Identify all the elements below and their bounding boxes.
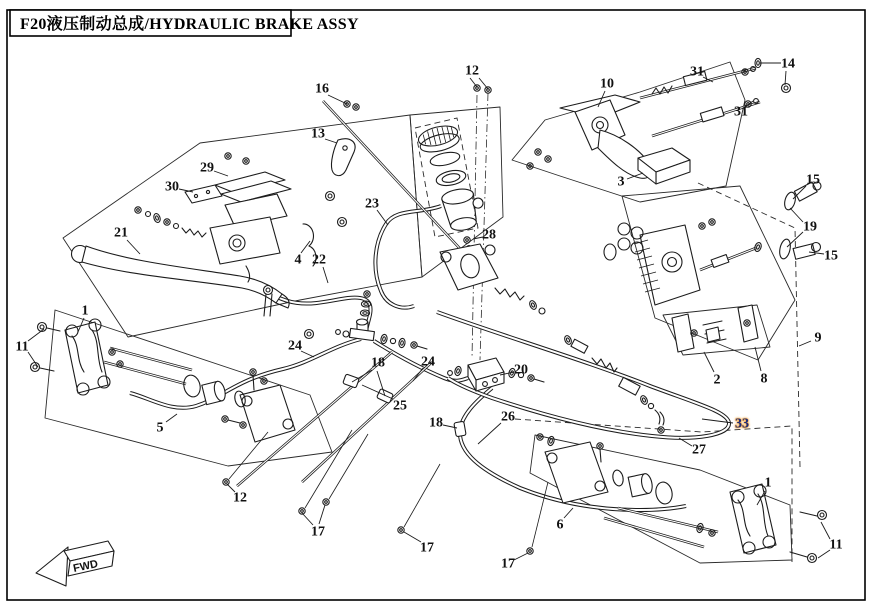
part-label-31: 31 [690, 64, 704, 80]
part-label-18: 18 [429, 415, 443, 431]
part-label-11: 11 [15, 339, 29, 355]
part-label-13: 13 [311, 126, 325, 142]
part-label-27: 27 [692, 442, 706, 458]
part-label-11: 11 [829, 537, 843, 553]
part-label-1: 1 [81, 303, 89, 319]
part-label-3: 3 [617, 174, 625, 190]
diagram-title: F20液压制动总成/HYDRAULIC BRAKE ASSY [20, 16, 359, 33]
part-label-20: 20 [514, 362, 528, 378]
part-label-12: 12 [233, 490, 247, 506]
part-label-15: 15 [806, 172, 820, 188]
part-label-5: 5 [156, 420, 164, 436]
part-label-8: 8 [760, 371, 768, 387]
part-label-19: 19 [803, 219, 817, 235]
part-label-33: 33 [735, 416, 749, 432]
part-label-21: 21 [114, 225, 128, 241]
part-label-6: 6 [556, 517, 564, 533]
part-label-24: 24 [288, 338, 302, 354]
part-label-10: 10 [600, 76, 614, 92]
part-label-15: 15 [824, 248, 838, 264]
part-label-24: 24 [421, 354, 435, 370]
part-label-17: 17 [420, 540, 434, 556]
fwd-label: FWD [72, 557, 100, 575]
part-label-9: 9 [814, 330, 822, 346]
part-label-18: 18 [371, 355, 385, 371]
part-label-26: 26 [501, 409, 515, 425]
part-label-25: 25 [393, 398, 407, 414]
part-label-17: 17 [311, 524, 325, 540]
part-label-4: 4 [294, 252, 302, 268]
part-label-30: 30 [165, 179, 179, 195]
part-label-17: 17 [501, 556, 515, 572]
part-label-16: 16 [315, 81, 329, 97]
part-label-31: 31 [734, 104, 748, 120]
part-label-23: 23 [365, 196, 379, 212]
part-label-29: 29 [200, 160, 214, 176]
part-label-28: 28 [482, 227, 496, 243]
part-label-14: 14 [781, 56, 795, 72]
part-label-2: 2 [713, 372, 721, 388]
hose-clamp-18-c [454, 421, 466, 437]
part-label-22: 22 [312, 252, 326, 268]
part-label-1: 1 [764, 475, 772, 491]
part-label-12: 12 [465, 63, 479, 79]
